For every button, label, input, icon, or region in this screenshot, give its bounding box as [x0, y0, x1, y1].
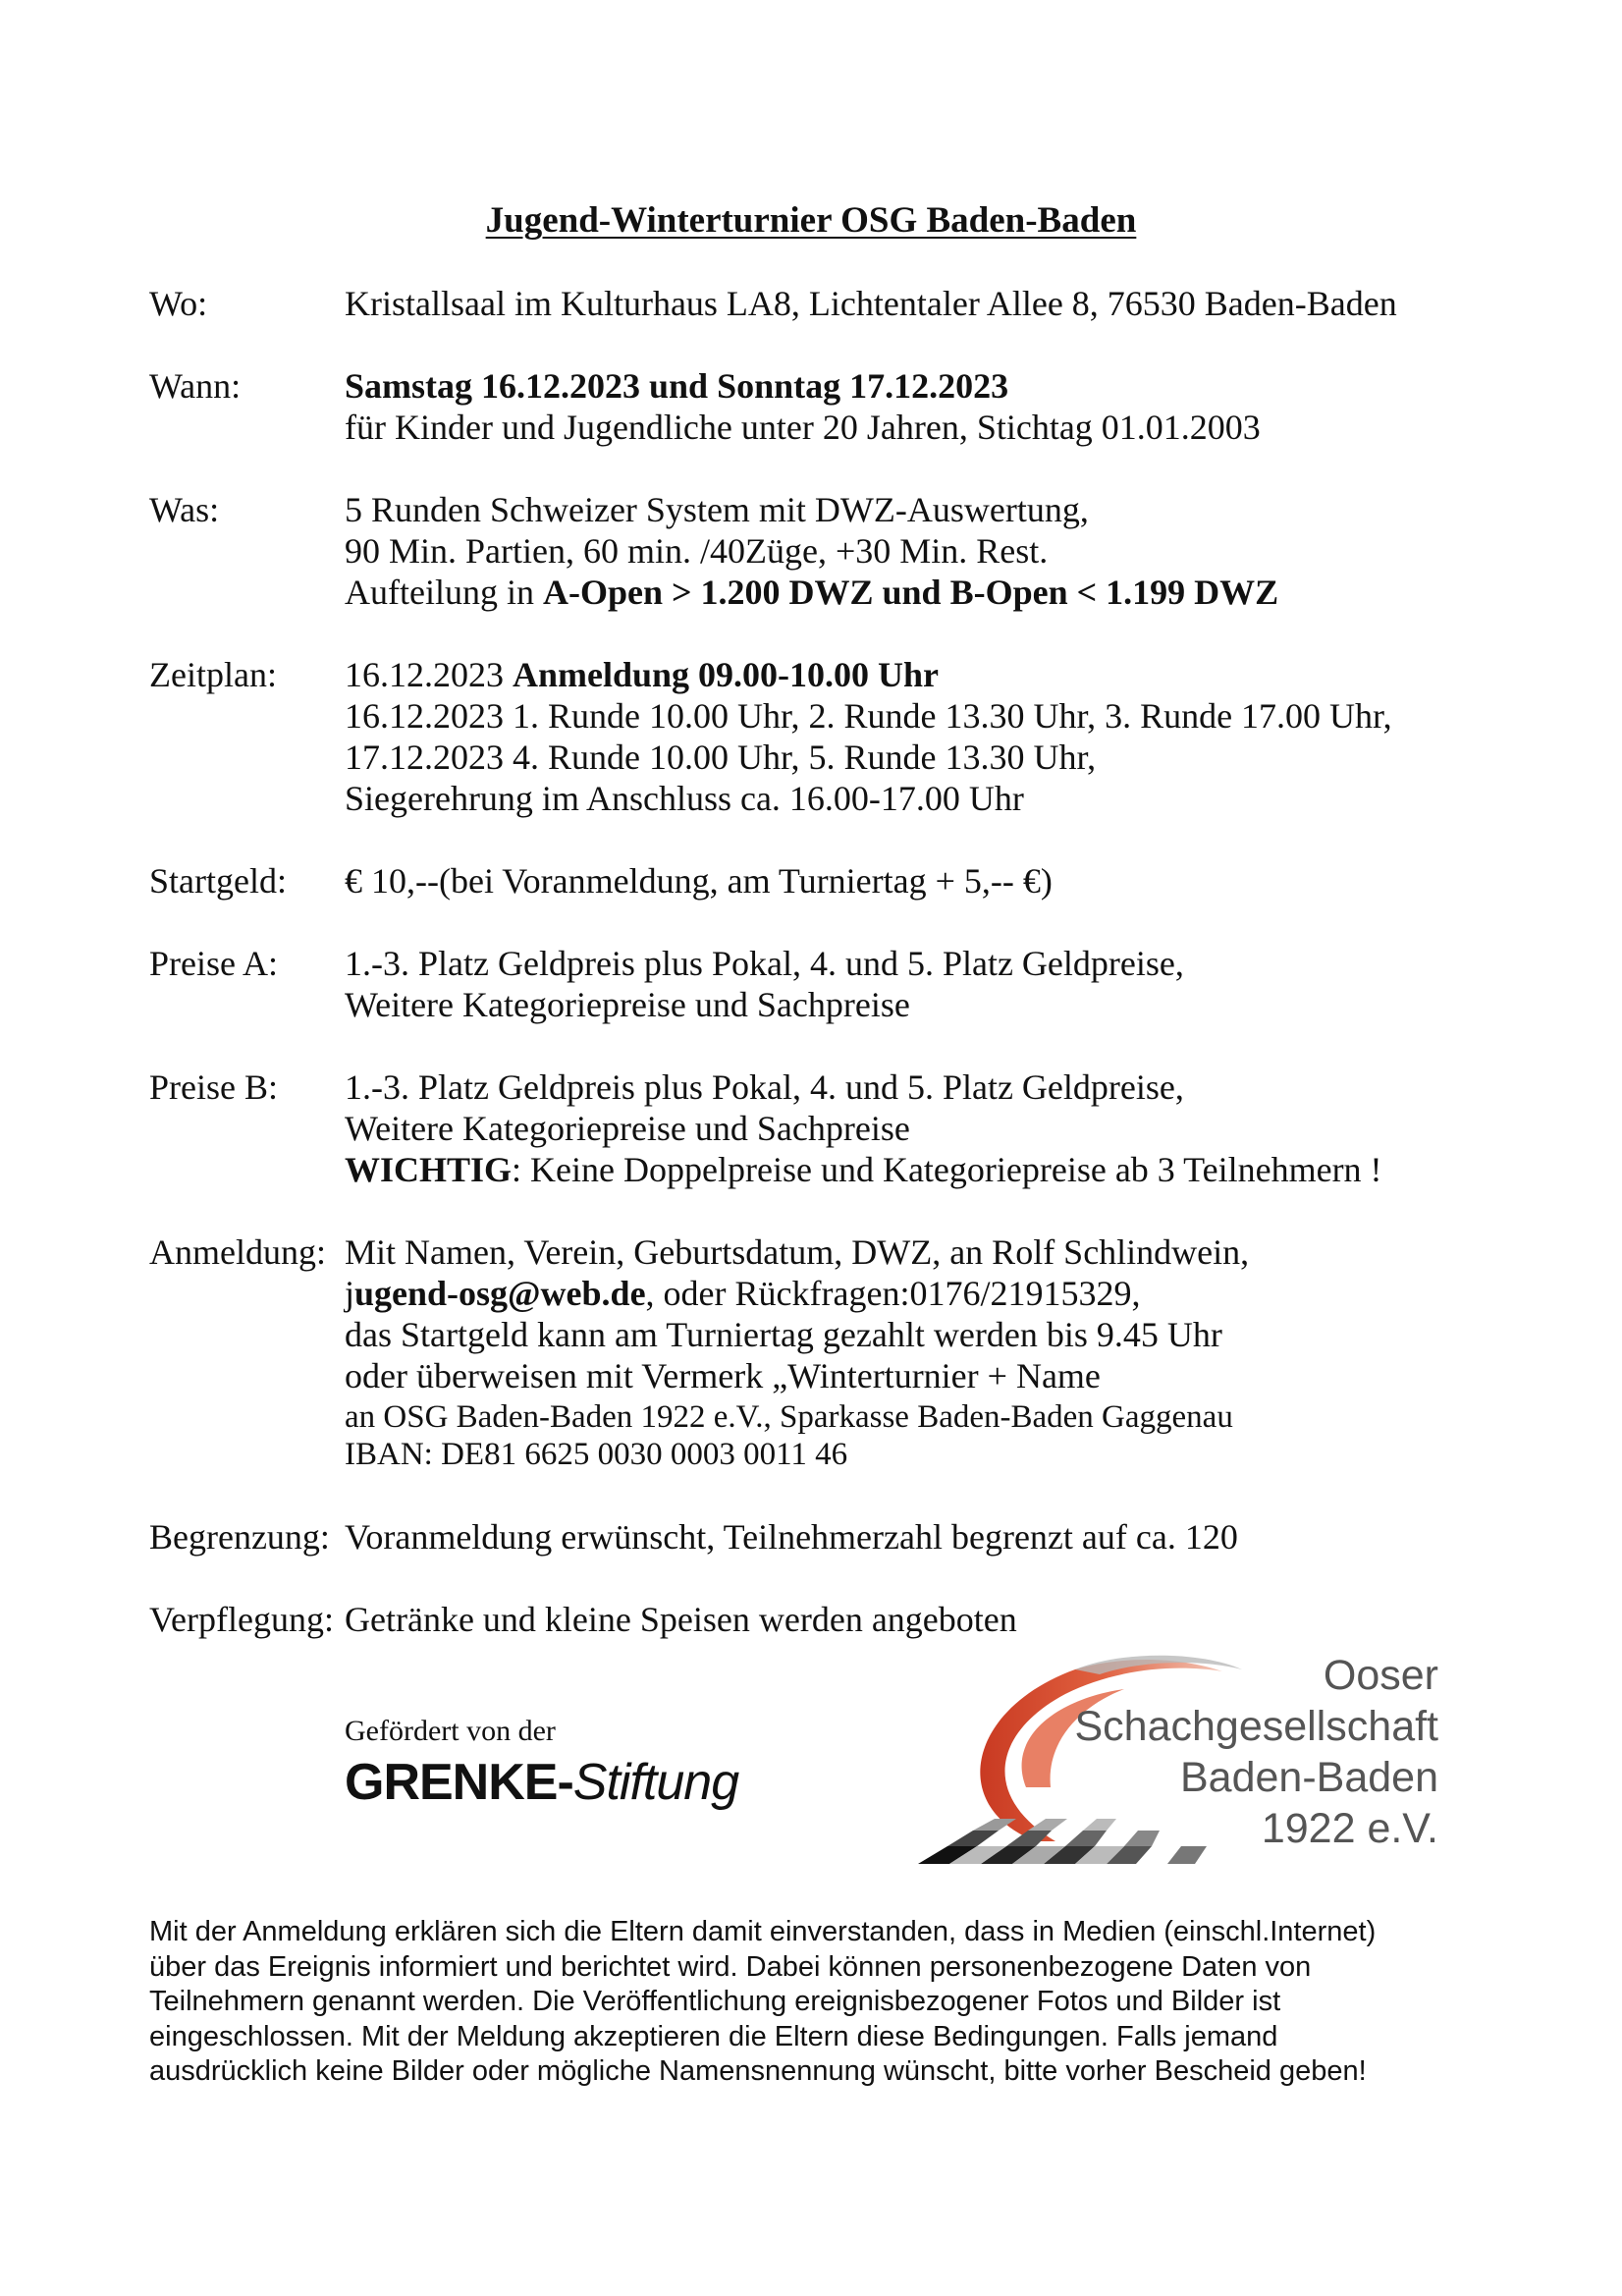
- disclaimer-line-3: Teilnehmern genannt werden. Die Veröffentlichung ereignisbezogener Fotos und Bilder ist: [149, 1986, 1281, 2017]
- preise-a-line-1: 1.-3. Platz Geldpreis plus Pokal, 4. und 5. Platz Geldpreise,: [345, 944, 1184, 983]
- anmeldung-line-1: Mit Namen, Verein, Geburtsdatum, DWZ, an Rolf Schlindwein,: [345, 1232, 1250, 1272]
- anmeldung-line-4: oder überweisen mit Vermerk „Winterturnier + Name: [345, 1356, 1101, 1395]
- osg-logo: [889, 1650, 1438, 1871]
- anmeldung-line-3: das Startgeld kann am Turniertag gezahlt werden bis 9.45 Uhr: [345, 1315, 1222, 1354]
- was-line-1: 5 Runden Schweizer System mit DWZ-Auswertung,: [345, 490, 1089, 529]
- preise-b-line-1: 1.-3. Platz Geldpreis plus Pokal, 4. und 5. Platz Geldpreise,: [345, 1067, 1184, 1107]
- wann-line-2: für Kinder und Jugendliche unter 20 Jahren, Stichtag 01.01.2003: [345, 408, 1261, 447]
- label-anmeldung: Anmeldung:: [149, 1232, 326, 1272]
- anmeldung-line-6: IBAN: DE81 6625 0030 0003 0011 46: [345, 1437, 848, 1472]
- startgeld-line-1: € 10,--(bei Voranmeldung, am Turniertag + 5,-- €): [345, 861, 1053, 901]
- begrenzung-line-1: Voranmeldung erwünscht, Teilnehmerzahl begrenzt auf ca. 120: [345, 1517, 1238, 1557]
- disclaimer: [149, 1915, 1475, 2090]
- label-zeitplan: Zeitplan:: [149, 655, 277, 694]
- logo-line-4: 1922 e.V.: [1261, 1805, 1438, 1852]
- label-preise-a: Preise A:: [149, 944, 278, 983]
- label-startgeld: Startgeld:: [149, 861, 287, 901]
- label-verpflegung: Verpflegung:: [149, 1600, 334, 1639]
- zeitplan-line-1: 16.12.2023 Anmeldung 09.00-10.00 Uhr: [345, 655, 940, 694]
- email-link[interactable]: ugend-osg@web.de: [354, 1274, 646, 1313]
- preise-b-line-3: WICHTIG: Keine Doppelpreise und Kategoriepreise ab 3 Teilnehmern !: [345, 1150, 1382, 1189]
- zeitplan-line-2: 16.12.2023 1. Runde 10.00 Uhr, 2. Runde 13.30 Uhr, 3. Runde 17.00 Uhr,: [345, 696, 1392, 736]
- wann-line-1: Samstag 16.12.2023 und Sonntag 17.12.2023: [345, 366, 1009, 406]
- disclaimer-line-5: ausdrücklich keine Bilder oder mögliche Namensnennung wünscht, bitte vorher Bescheid geben!: [149, 2055, 1367, 2087]
- logo-line-1: Ooser: [1323, 1652, 1438, 1699]
- verpflegung-line-1: Getränke und kleine Speisen werden angeboten: [345, 1600, 1017, 1639]
- label-begrenzung: Begrenzung:: [149, 1517, 330, 1557]
- label-was: Was:: [149, 490, 220, 529]
- logo-line-3: Baden-Baden: [1180, 1754, 1438, 1801]
- grenke-logo: GRENKE-Stiftung: [345, 1754, 739, 1811]
- disclaimer-line-1: Mit der Anmeldung erklären sich die Eltern damit einverstanden, dass in Medien (einschl.Internet): [149, 1916, 1377, 1947]
- label-wo: Wo:: [149, 284, 208, 323]
- disclaimer-line-2: über das Ereignis informiert und berichtet wird. Dabei können personenbezogene Daten von: [149, 1950, 1312, 1983]
- preise-b-line-2: Weitere Kategoriepreise und Sachpreise: [345, 1109, 910, 1148]
- wo-line-1: Kristallsaal im Kulturhaus LA8, Lichtentaler Allee 8, 76530 Baden-Baden: [345, 284, 1397, 323]
- zeitplan-line-4: Siegerehrung im Anschluss ca. 16.00-17.00 Uhr: [345, 779, 1024, 818]
- disclaimer-line-4: eingeschlossen. Mit der Meldung akzeptieren die Eltern diese Bedingungen. Falls jemand: [149, 2020, 1278, 2052]
- preise-a-line-2: Weitere Kategoriepreise und Sachpreise: [345, 985, 910, 1024]
- logo-line-2: Schachgesellschaft: [1074, 1703, 1438, 1750]
- sponsor-lead: Gefördert von der: [345, 1715, 556, 1747]
- anmeldung-line-2: jugend-osg@web.de, oder Rückfragen:0176/21915329,: [345, 1274, 1141, 1313]
- was-line-3: Aufteilung in A-Open > 1.200 DWZ und B-Open < 1.199 DWZ: [345, 573, 1279, 612]
- label-preise-b: Preise B:: [149, 1067, 278, 1107]
- label-wann: Wann:: [149, 366, 242, 406]
- was-line-2: 90 Min. Partien, 60 min. /40Züge, +30 Min. Rest.: [345, 531, 1049, 571]
- anmeldung-line-5: an OSG Baden-Baden 1922 e.V., Sparkasse Baden-Baden Gaggenau: [345, 1399, 1233, 1435]
- zeitplan-line-3: 17.12.2023 4. Runde 10.00 Uhr, 5. Runde 13.30 Uhr,: [345, 738, 1097, 777]
- page-title: Jugend-Winterturnier OSG Baden-Baden: [485, 200, 1137, 241]
